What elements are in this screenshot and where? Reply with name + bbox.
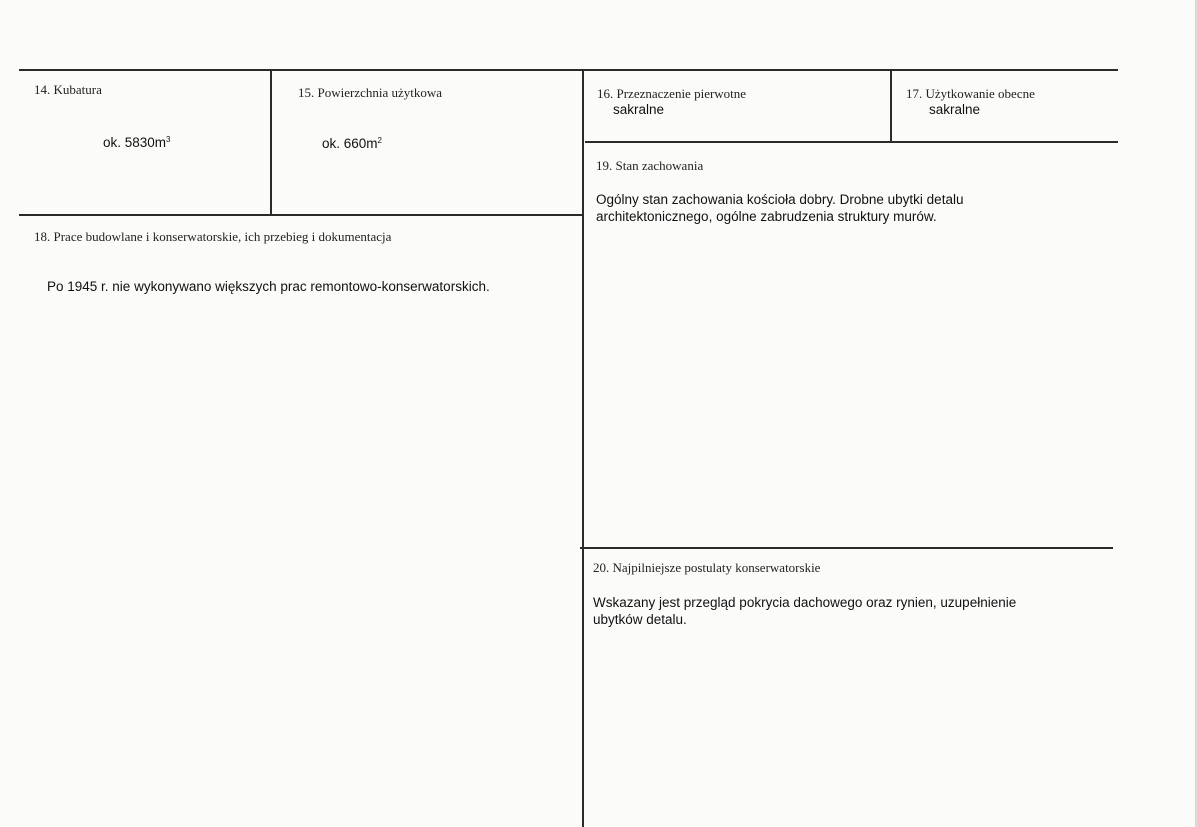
field-label: 16. Przeznaczenie pierwotne — [597, 86, 747, 101]
field-value — [322, 135, 382, 152]
row-divider-right-upper — [585, 141, 1118, 143]
col-divider-14-15 — [270, 70, 272, 215]
field-value: sakralne — [613, 102, 665, 117]
field-label: 20. Najpilniejsze postulaty konserwatorskie — [593, 560, 821, 575]
field-value: Po 1945 r. nie wykonywano większych prac remontowo-konserwatorskich. — [47, 279, 490, 294]
value-superscript: 2 — [377, 136, 382, 145]
row-divider-left — [19, 214, 582, 216]
value-text: ok. 5830m — [103, 135, 167, 150]
field-label: 18. Prace budowlane i konserwatorskie, ich przebieg i dokumentacja — [34, 229, 392, 244]
value-superscript: 3 — [166, 135, 171, 144]
field-value — [103, 134, 171, 151]
field-value: Wskazany jest przegląd pokrycia dachowego oraz rynien, uzupełnienie ubytków detalu. — [593, 595, 1017, 627]
field-label: 19. Stan zachowania — [596, 158, 704, 173]
row-divider-right-lower — [580, 547, 1113, 549]
col-divider-16-17 — [890, 70, 892, 142]
top-border-line — [19, 69, 1118, 71]
field-label: 14. Kubatura — [34, 82, 102, 97]
field-value: sakralne — [929, 102, 981, 117]
field-label: 15. Powierzchnia użytkowa — [298, 85, 443, 100]
value-text: ok. 660m — [322, 136, 378, 151]
field-label: 17. Użytkowanie obecne — [906, 86, 1035, 101]
col-divider-center — [582, 70, 584, 827]
field-value: Ogólny stan zachowania kościoła dobry. Drobne ubytki detalu architektonicznego, ogólne zabrudzenia struktury murów. — [596, 192, 964, 224]
